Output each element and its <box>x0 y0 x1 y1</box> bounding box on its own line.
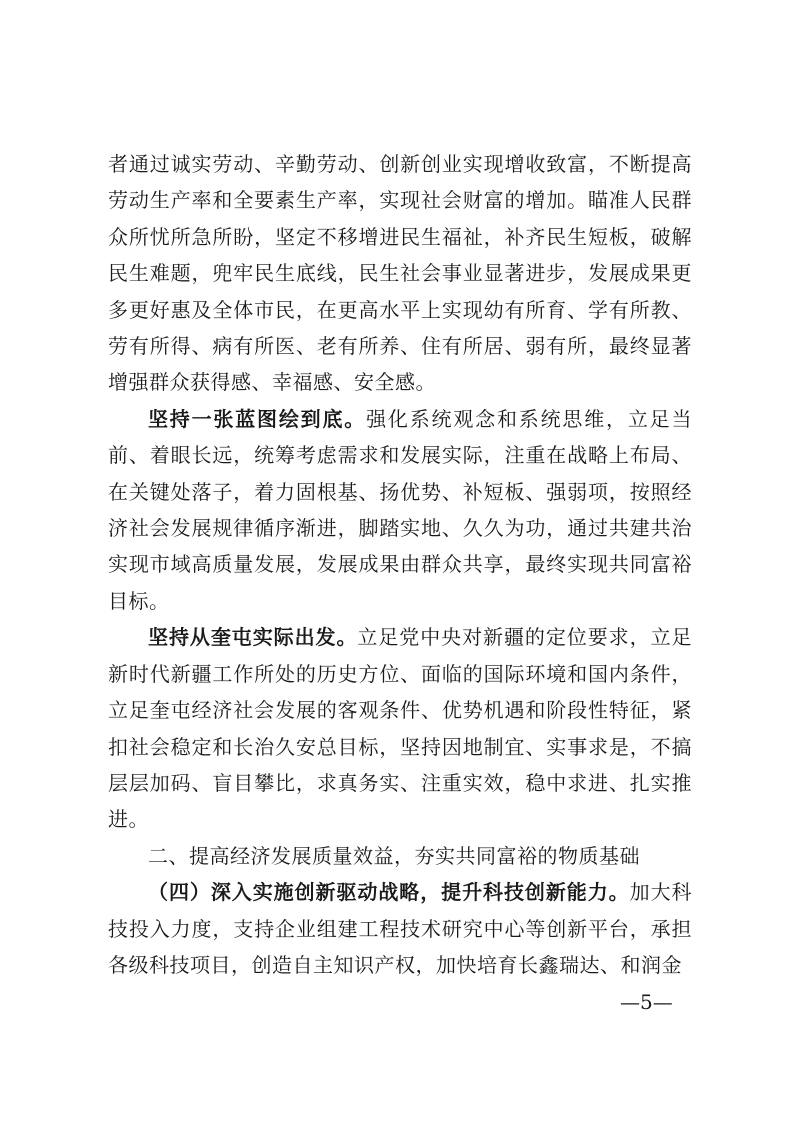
paragraph-lead: 坚持从奎屯实际出发。 <box>148 625 358 650</box>
paragraph-innovation <box>108 874 692 983</box>
paragraph-text: 强化系统观念和系统思维，立足当前、着眼长远，统筹考虑需求和发展实际，注重在战略上布局、在关键处落子，着力固根基、扬优势、补短板、强弱项，按照经济社会发展规律循序渐进，脚踏实地、久久为功，通过共建共治实现市域高质量发展，发展成果由群众共享，最终实现共同富裕目标。 <box>108 406 692 613</box>
paragraph-local-reality <box>108 619 692 837</box>
paragraph-text: 加大科技投入力度，支持企业组建工程技术研究中心等创新平台，承担各级科技项目，创造自主知识产权，加快培育长鑫瑞达、和润金 <box>108 880 693 977</box>
paragraph-blueprint <box>108 401 692 619</box>
paragraph-lead: 坚持一张蓝图绘到底。 <box>148 406 367 431</box>
section-heading: 二、提高经济发展质量效益，夯实共同富裕的物质基础 <box>148 843 640 868</box>
paragraph-text: 者通过诚实劳动、辛勤劳动、创新创业实现增收致富，不断提高劳动生产率和全要素生产率，实现社会财富的增加。瞄准人民群众所忧所急所盼，坚定不移增进民生福祉，补齐民生短板，破解民生难题，兜牢民生底线，民生社会事业显著进步，发展成果更多更好惠及全体市民，在更高水平上实现幼有所育、学有所教、劳有所得、病有所医、老有所养、住有所居、弱有所，最终显著增强群众获得感、幸福感、安全感。 <box>108 152 692 395</box>
subsection-lead: （四）深入实施创新驱动战略，提升科技创新能力。 <box>148 880 630 905</box>
paragraph-continuation <box>108 146 692 401</box>
document-body <box>108 146 692 983</box>
page-number: —5— <box>620 990 673 1014</box>
paragraph-text: 立足党中央对新疆的定位要求，立足新时代新疆工作所处的历史方位、面临的国际环境和国内条件，立足奎屯经济社会发展的客观条件、优势机遇和阶段性特征，紧扣社会稳定和长治久安总目标，坚持因地制宜、实事求是，不搞层层加码、盲目攀比，求真务实、注重实效，稳中求进、扎实推进。 <box>108 625 693 832</box>
